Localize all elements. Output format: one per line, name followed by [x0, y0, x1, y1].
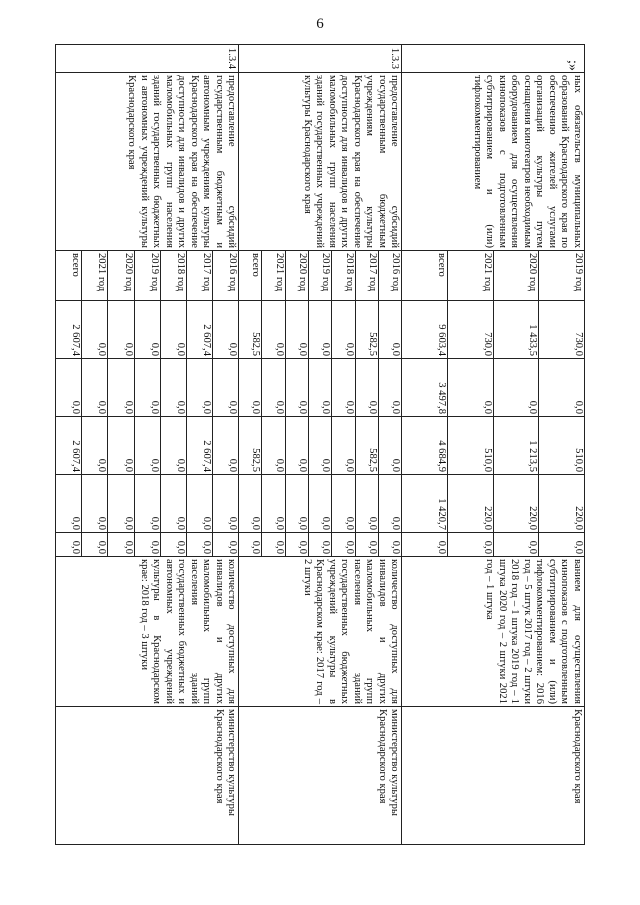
- year-cell: 2017 год: [355, 251, 378, 301]
- extra-budget-cell: 0,0: [447, 533, 493, 557]
- executor: министерство культуры Краснодарского края: [56, 707, 239, 845]
- year-cell: всего: [239, 251, 262, 301]
- regional-budget-cell: 0,0: [82, 417, 108, 475]
- regional-budget-cell: 510,0: [447, 417, 493, 475]
- extra-budget-cell: 0,0: [493, 533, 539, 557]
- measure-description: ных обязательств муниципальных образований Краснодарского края по обеспечению жителей услугами организаций культуры путем оснащения кинотеатров необходимым оборудованием для осуществления кинопоказов с подготовленным субтитрированием и (или) тифлокомментированием: [402, 73, 585, 251]
- federal-budget-cell: 0,0: [212, 359, 238, 417]
- federal-budget-cell: 0,0: [378, 359, 401, 417]
- year-cell: 2020 год: [108, 251, 134, 301]
- municipal-budget-cell: 220,0: [493, 475, 539, 533]
- municipal-budget-cell: 220,0: [447, 475, 493, 533]
- regional-budget-cell: 0,0: [160, 417, 186, 475]
- total-cell: 730,0: [447, 301, 493, 359]
- extra-budget-cell: 0,0: [285, 533, 308, 557]
- federal-budget-cell: 0,0: [447, 359, 493, 417]
- year-cell: 2021 год: [262, 251, 285, 301]
- federal-budget-cell: 0,0: [493, 359, 539, 417]
- total-cell: 0,0: [262, 301, 285, 359]
- extra-budget-cell: 0,0: [262, 533, 285, 557]
- federal-budget-cell: 0,0: [285, 359, 308, 417]
- total-cell: 0,0: [378, 301, 401, 359]
- total-cell: 582,5: [355, 301, 378, 359]
- year-cell: 2018 год: [160, 251, 186, 301]
- total-cell: 582,5: [239, 301, 262, 359]
- row-index: 1.3.3: [239, 45, 402, 73]
- total-cell: 730,0: [539, 301, 585, 359]
- program-table: [55, 44, 585, 845]
- extra-budget-cell: 0,0: [108, 533, 134, 557]
- regional-budget-cell: 0,0: [134, 417, 160, 475]
- federal-budget-cell: 0,0: [309, 359, 332, 417]
- extra-budget-cell: 0,0: [332, 533, 355, 557]
- regional-budget-cell: 0,0: [332, 417, 355, 475]
- federal-budget-cell: 0,0: [82, 359, 108, 417]
- row-index: [402, 45, 585, 73]
- municipal-budget-cell: 0,0: [82, 475, 108, 533]
- municipal-budget-cell: 0,0: [378, 475, 401, 533]
- federal-budget-cell: 0,0: [262, 359, 285, 417]
- footer-mark: ;»: [565, 60, 580, 71]
- municipal-budget-cell: 0,0: [134, 475, 160, 533]
- municipal-budget-cell: 0,0: [262, 475, 285, 533]
- municipal-budget-cell: 0,0: [186, 475, 212, 533]
- year-cell: 2019 год: [539, 251, 585, 301]
- extra-budget-cell: 0,0: [378, 533, 401, 557]
- table-row: [539, 45, 585, 845]
- federal-budget-cell: 0,0: [539, 359, 585, 417]
- year-cell: 2019 год: [309, 251, 332, 301]
- federal-budget-cell: 0,0: [332, 359, 355, 417]
- municipal-budget-cell: 220,0: [539, 475, 585, 533]
- year-cell: 2019 год: [134, 251, 160, 301]
- total-cell: 0,0: [134, 301, 160, 359]
- measure-description: предоставление субсидий государственным бюджетным и автономным учреждениям культуры Краснодарского края на обеспечение доступности для инвалидов и других маломобильных групп населения зданий государственных бюджетных и автономных учреждений культуры Краснодарского края: [56, 73, 239, 251]
- year-cell: 2018 год: [332, 251, 355, 301]
- total-cell: 0,0: [332, 301, 355, 359]
- federal-budget-cell: 0,0: [56, 359, 82, 417]
- federal-budget-cell: 0,0: [239, 359, 262, 417]
- regional-budget-cell: 0,0: [262, 417, 285, 475]
- extra-budget-cell: 0,0: [239, 533, 262, 557]
- regional-budget-cell: 0,0: [378, 417, 401, 475]
- extra-budget-cell: 0,0: [309, 533, 332, 557]
- table-row: [378, 45, 401, 845]
- total-cell: 0,0: [160, 301, 186, 359]
- extra-budget-cell: 0,0: [402, 533, 448, 557]
- federal-budget-cell: 0,0: [108, 359, 134, 417]
- regional-budget-cell: 4 684,9: [402, 417, 448, 475]
- extra-budget-cell: 0,0: [186, 533, 212, 557]
- municipal-budget-cell: 0,0: [160, 475, 186, 533]
- executor: министерство культуры Краснодарского края: [239, 707, 402, 845]
- year-cell: 2017 год: [186, 251, 212, 301]
- total-cell: 0,0: [309, 301, 332, 359]
- regional-budget-cell: 0,0: [212, 417, 238, 475]
- extra-budget-cell: 0,0: [56, 533, 82, 557]
- regional-budget-cell: 510,0: [539, 417, 585, 475]
- federal-budget-cell: 0,0: [186, 359, 212, 417]
- municipal-budget-cell: 0,0: [56, 475, 82, 533]
- federal-budget-cell: 3 497,8: [402, 359, 448, 417]
- federal-budget-cell: 0,0: [160, 359, 186, 417]
- year-cell: 2016 год: [212, 251, 238, 301]
- municipal-budget-cell: 0,0: [332, 475, 355, 533]
- executor: Краснодарского края: [402, 707, 585, 845]
- rotated-table-container: [55, 44, 585, 844]
- extra-budget-cell: 0,0: [355, 533, 378, 557]
- total-cell: 2 607,4: [186, 301, 212, 359]
- total-cell: 0,0: [82, 301, 108, 359]
- year-cell: 2021 год: [82, 251, 108, 301]
- extra-budget-cell: 0,0: [134, 533, 160, 557]
- municipal-budget-cell: 0,0: [212, 475, 238, 533]
- row-index: 1.3.4: [56, 45, 239, 73]
- extra-budget-cell: 0,0: [160, 533, 186, 557]
- total-cell: 0,0: [212, 301, 238, 359]
- table-body: [56, 45, 585, 845]
- year-cell: 2020 год: [493, 251, 539, 301]
- municipal-budget-cell: 0,0: [309, 475, 332, 533]
- extra-budget-cell: 0,0: [539, 533, 585, 557]
- regional-budget-cell: 0,0: [309, 417, 332, 475]
- regional-budget-cell: 2 607,4: [56, 417, 82, 475]
- measure-description: предоставление субсидий государственным бюджетным учреждениям культуры Краснодарского края на обеспечение доступности для инвалидов и других маломобильных групп населения зданий государственных учреждений культуры Краснодарского края: [239, 73, 402, 251]
- year-cell: 2021 год: [447, 251, 493, 301]
- regional-budget-cell: 2 607,4: [186, 417, 212, 475]
- regional-budget-cell: 582,5: [239, 417, 262, 475]
- municipal-budget-cell: 0,0: [285, 475, 308, 533]
- federal-budget-cell: 0,0: [134, 359, 160, 417]
- federal-budget-cell: 0,0: [355, 359, 378, 417]
- municipal-budget-cell: 0,0: [239, 475, 262, 533]
- year-cell: 2016 год: [378, 251, 401, 301]
- year-cell: всего: [402, 251, 448, 301]
- total-cell: 9 603,4: [402, 301, 448, 359]
- total-cell: 0,0: [285, 301, 308, 359]
- expected-result: количество доступных для инвалидов и других маломобильных групп населения зданий государственных бюджетных учреждений культуры в Краснодарском крае: 2017 год – 2 штуки: [239, 557, 402, 707]
- total-cell: 0,0: [108, 301, 134, 359]
- extra-budget-cell: 0,0: [212, 533, 238, 557]
- regional-budget-cell: 0,0: [108, 417, 134, 475]
- year-cell: всего: [56, 251, 82, 301]
- total-cell: 2 607,4: [56, 301, 82, 359]
- year-cell: 2020 год: [285, 251, 308, 301]
- expected-result: количество доступных для инвалидов и других маломобильных групп населения зданий государственных бюджетных и автономных учреждений культуры в Краснодарском крае: 2018 год – 3 штуки: [56, 557, 239, 707]
- extra-budget-cell: 0,0: [82, 533, 108, 557]
- municipal-budget-cell: 1 420,7: [402, 475, 448, 533]
- regional-budget-cell: 1 213,5: [493, 417, 539, 475]
- expected-result: ванием для осуществления кинопоказов с подготовленным субтитрированием и (или) тифлокомментированием: 2016 год – 5 штук 2017 год – 2 штуки 2018 год – 1 штука 2019 год – 1 штука 2020 год – 2 штуки 2021 год – 1 штука: [402, 557, 585, 707]
- page-number: 6: [316, 16, 324, 32]
- regional-budget-cell: 0,0: [285, 417, 308, 475]
- municipal-budget-cell: 0,0: [355, 475, 378, 533]
- table-row: [212, 45, 238, 845]
- regional-budget-cell: 582,5: [355, 417, 378, 475]
- municipal-budget-cell: 0,0: [108, 475, 134, 533]
- total-cell: 1 433,5: [493, 301, 539, 359]
